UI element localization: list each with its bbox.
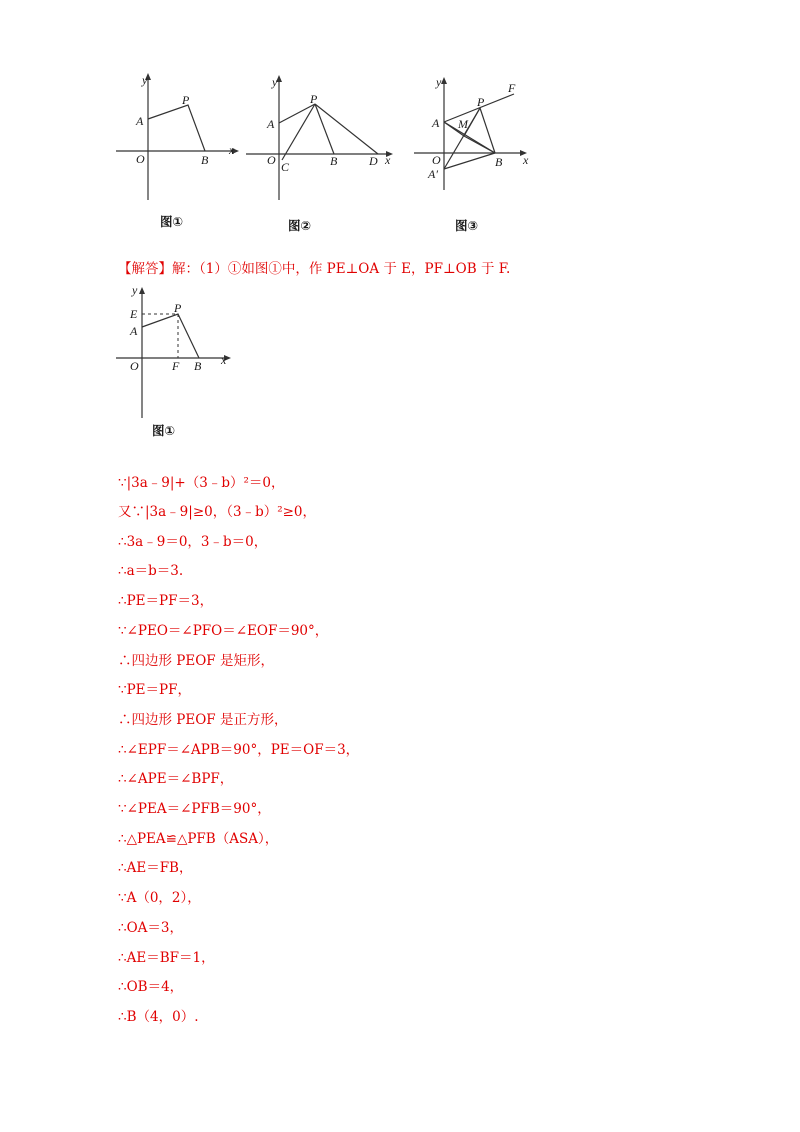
label-a: A bbox=[136, 114, 144, 128]
solution-figure bbox=[112, 280, 242, 420]
path-apb bbox=[142, 314, 199, 358]
step-2: 又∵|3a﹣9|≥0，（3﹣b）²≥0， bbox=[118, 504, 317, 520]
step-15: ∵A（0，2）， bbox=[118, 890, 201, 906]
label-x: x bbox=[523, 153, 529, 167]
figure-3-diagram bbox=[410, 70, 540, 200]
solution-figure-diagram bbox=[112, 280, 242, 420]
figure-2-diagram bbox=[242, 70, 402, 200]
label-y: y bbox=[436, 75, 442, 89]
label-p: P bbox=[182, 93, 190, 107]
step-6: ∵∠PEO＝∠PFO＝∠EOF＝90°， bbox=[118, 623, 329, 639]
step-11: ∴∠APE＝∠BPF， bbox=[118, 771, 234, 787]
label-b: B bbox=[330, 154, 338, 168]
step-10: ∴∠EPF＝∠APB＝90°，PE＝OF＝3， bbox=[118, 742, 360, 758]
figure-2-caption: 图② bbox=[288, 218, 312, 233]
label-m: M bbox=[458, 117, 468, 131]
figure-2 bbox=[242, 70, 402, 200]
figure-3-caption: 图③ bbox=[455, 218, 479, 233]
step-4: ∴a＝b＝3. bbox=[118, 563, 184, 579]
label-y: y bbox=[132, 283, 138, 297]
step-7: ∴四边形 PEOF 是矩形， bbox=[118, 653, 274, 669]
step-19: ∴B（4，0）. bbox=[118, 1009, 199, 1025]
label-a-prime: A′ bbox=[428, 167, 438, 181]
step-16: ∴OA＝3， bbox=[118, 920, 183, 936]
label-d: D bbox=[369, 154, 378, 168]
step-12: ∵∠PEA＝∠PFB＝90°， bbox=[118, 801, 271, 817]
figure-1-diagram bbox=[112, 70, 242, 200]
step-17: ∴AE＝BF＝1， bbox=[118, 950, 215, 966]
label-f: F bbox=[172, 359, 180, 373]
label-a: A bbox=[130, 324, 138, 338]
step-14: ∴AE＝FB， bbox=[118, 860, 193, 876]
label-p: P bbox=[174, 301, 182, 315]
label-a: A bbox=[267, 117, 275, 131]
label-x: x bbox=[221, 353, 227, 367]
label-y: y bbox=[272, 75, 278, 89]
label-p: P bbox=[310, 92, 318, 106]
step-9: ∴四边形 PEOF 是正方形， bbox=[118, 712, 288, 728]
y-axis-arrow bbox=[139, 287, 145, 294]
figure-3 bbox=[410, 70, 540, 200]
label-f: F bbox=[508, 81, 516, 95]
step-3: ∴3a﹣9＝0，3﹣b＝0， bbox=[118, 534, 268, 550]
label-b: B bbox=[201, 153, 209, 167]
step-5: ∴PE＝PF＝3， bbox=[118, 593, 214, 609]
label-o: O bbox=[136, 152, 145, 166]
step-18: ∴OB＝4， bbox=[118, 979, 184, 995]
solution-figure-caption: 图① bbox=[152, 423, 176, 438]
label-b: B bbox=[495, 155, 503, 169]
label-o: O bbox=[130, 359, 139, 373]
path-apb bbox=[148, 105, 205, 151]
label-c: C bbox=[281, 160, 290, 174]
label-y: y bbox=[142, 73, 148, 87]
label-o: O bbox=[267, 153, 276, 167]
step-8: ∵PE＝PF， bbox=[118, 682, 191, 698]
answer-header: 【解答】解：（1）①如图①中，作 PE⊥OA 于 E，PF⊥OB 于 F. bbox=[118, 261, 511, 277]
label-a: A bbox=[432, 116, 440, 130]
y-axis-arrow bbox=[441, 77, 447, 84]
step-1: ∵|3a﹣9|+（3﹣b）²＝0， bbox=[118, 475, 285, 491]
figure-1-caption: 图① bbox=[160, 214, 184, 229]
label-o: O bbox=[432, 153, 441, 167]
label-x: x bbox=[385, 153, 391, 167]
label-p: P bbox=[477, 95, 485, 109]
label-x: x bbox=[229, 143, 235, 157]
step-13: ∴△PEA≌△PFB（ASA）， bbox=[118, 831, 279, 847]
figure-1 bbox=[112, 70, 242, 200]
label-e: E bbox=[130, 307, 138, 321]
label-b: B bbox=[194, 359, 202, 373]
